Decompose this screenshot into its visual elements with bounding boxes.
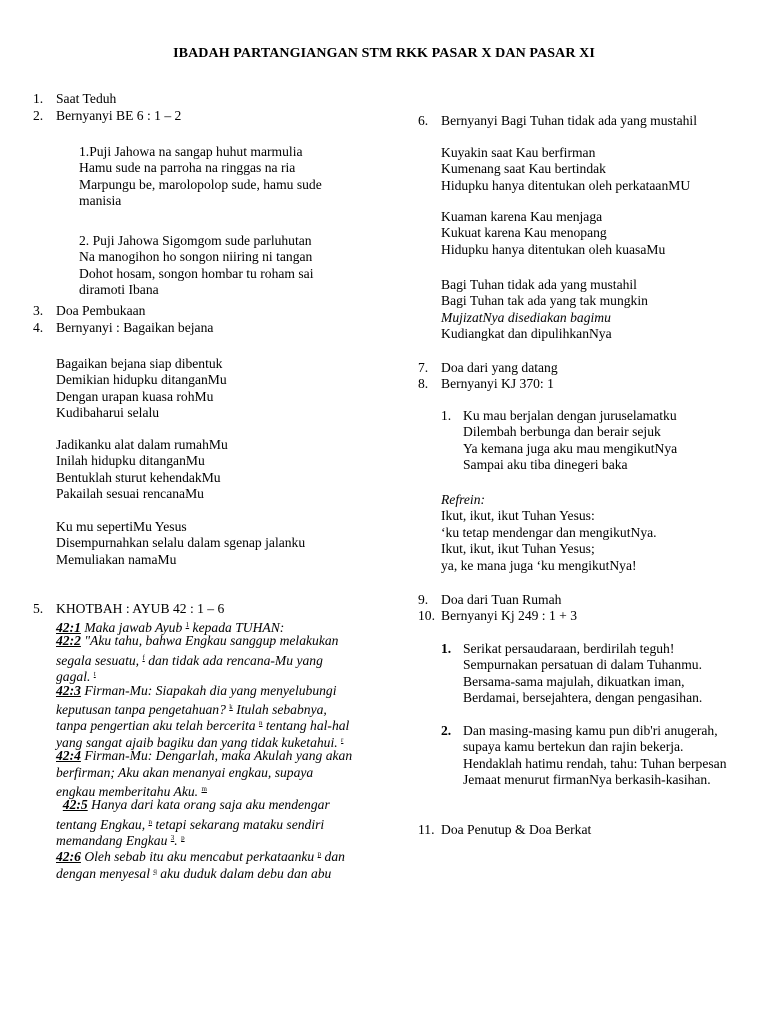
verse-text: tentang hal-hal [262, 718, 350, 734]
verse-text: kepada TUHAN: [189, 620, 285, 635]
lyric-line: Serikat persaudaraan, berdirilah teguh! [463, 641, 675, 656]
item-number: 5. [33, 601, 44, 616]
item-text: Doa Penutup & Doa Berkat [441, 822, 592, 837]
list-item-10 [418, 608, 578, 624]
item-number: 2. [33, 108, 44, 123]
item-text: Bernyanyi : Bagaikan bejana [56, 320, 214, 335]
list-item-11 [418, 822, 592, 838]
verse-line [56, 814, 352, 830]
item-text: Doa dari yang datang [441, 360, 558, 375]
mustahil-stanza-2 [441, 209, 665, 258]
lyric-line: Sampai aku tiba dinegeri baka [463, 457, 628, 473]
item-text: Doa dari Tuan Rumah [441, 592, 562, 607]
lyric-line: Kudibaharui selalu [56, 405, 160, 421]
verse-text: "Aku tahu, bahwa Engkau sanggup melakukan [80, 633, 339, 649]
lyric-line: Kukuat karena Kau menopang [441, 225, 607, 241]
item-text: Doa Pembukaan [56, 303, 146, 318]
footnote-link[interactable]: r [341, 735, 344, 744]
verse-text: tentang Engkau, [56, 816, 149, 832]
list-item-5 [33, 601, 225, 617]
refrein-label: Refrein: [441, 492, 486, 507]
footnote-link[interactable]: n [258, 719, 263, 728]
lyric-line: Ya kemana juga aku mau mengikutNya [463, 440, 678, 456]
lyric-line: Demikian hidupku ditanganMu [56, 372, 227, 388]
verse-line [56, 781, 352, 797]
verse-text: segala sesuatu, [56, 652, 143, 668]
footnote-link[interactable]: m [201, 784, 207, 793]
list-item-2 [33, 108, 182, 124]
lyric-line: Ku mau berjalan dengan juruselamatku [463, 408, 677, 423]
item-text: Saat Teduh [56, 91, 117, 106]
ayub-passage [56, 617, 352, 879]
lyric-line: Hidupku hanya ditentukan oleh perkataanMU [441, 177, 691, 193]
page-title: IBADAH PARTANGIANGAN STM RKK PASAR X DAN PASAR XI [173, 46, 595, 61]
lyric-line: Inilah hidupku ditanganMu [56, 453, 205, 469]
verse-line [56, 617, 352, 633]
list-item-1 [33, 91, 117, 107]
lyric-line: Memuliakan namaMu [56, 551, 177, 567]
verse-text: . [174, 833, 182, 849]
item-number: 6. [418, 113, 429, 128]
verse-text: tetapi sekarang mataku sendiri [152, 816, 325, 832]
lyric-line: Dilembah berbunga dan berair sejuk [463, 424, 661, 440]
bejana-stanza-2 [56, 437, 228, 503]
kj370-verse-1 [441, 408, 678, 474]
lyric-line: 2. Puji Jahowa Sigomgom sude parluhutan [79, 233, 312, 248]
verse-line [56, 830, 352, 849]
verse-text: tanpa pengertian aku telah bercerita [56, 718, 259, 734]
verse-ref: 42:1 [56, 620, 81, 635]
verse-line [56, 715, 352, 734]
verse-ref: 42:6 [56, 849, 81, 865]
list-item-9 [418, 592, 562, 608]
list-item-4 [33, 320, 214, 336]
lyric-line: Kudiangkat dan dipulihkanNya [441, 326, 612, 342]
item-text: KHOTBAH : AYUB 42 : 1 – 6 [56, 601, 225, 616]
lyric-line: Ku mu sepertiMu Yesus [56, 519, 187, 534]
footnote-link[interactable]: q [153, 866, 157, 875]
lyric-line: Kuaman karena Kau menjaga [441, 209, 603, 224]
verse-line [56, 732, 352, 748]
list-item-7 [418, 360, 558, 376]
verse-text: keputusan tanpa pengetahuan? [56, 701, 230, 717]
verse-text: aku duduk dalam debu dan abu [156, 865, 332, 881]
item-text: Bernyanyi KJ 370: 1 [441, 376, 554, 391]
verse-number: 1. [441, 641, 452, 656]
lyric-line: Disempurnahkan selalu dalam sgenap jalanku [56, 535, 306, 551]
verse-text: Firman-Mu: Dengarlah, maka Akulah yang akan [80, 748, 353, 764]
verse-text: Firman-Mu: Siapakah dia yang menyelubungi [80, 682, 337, 698]
verse-text: memandang Engkau [56, 833, 171, 849]
lyric-line: diramoti Ibana [79, 282, 159, 298]
refrein-block [441, 492, 657, 574]
lyric-line: manisia [79, 193, 122, 209]
verse-line [56, 699, 352, 715]
lyric-line: Kuyakin saat Kau berfirman [441, 145, 596, 160]
item-number: 9. [418, 592, 429, 607]
lyric-line: Sempurnakan persatuan di dalam Tuhanmu. [463, 657, 702, 673]
verse-text: Itulah sebabnya, [232, 701, 327, 717]
verse-line [56, 666, 352, 685]
lyric-line: Bagaikan bejana siap dibentuk [56, 356, 223, 371]
verse-line [56, 765, 352, 781]
item-number: 11. [418, 822, 435, 837]
lyric-line: Kumenang saat Kau bertindak [441, 161, 606, 177]
mustahil-stanza-1 [441, 145, 690, 194]
verse-ref: 42:2 [56, 633, 81, 649]
item-number: 7. [418, 360, 429, 375]
lyric-line: Jemaat menurut firmanNya berkasih-kasihan. [463, 772, 711, 788]
lyric-line: Hendaklah hatimu rendah, tahu: Tuhan berpesan [463, 755, 727, 771]
list-item-8 [418, 376, 554, 392]
footnote-link[interactable]: t [93, 670, 96, 679]
verse-text: yang sangat ajaib bagiku dan yang tidak kuketahui. [56, 734, 342, 750]
verse-ref: 42:5 [62, 797, 88, 813]
lyric-line: Berdamai, bersejahtera, dengan pengasihan. [463, 690, 703, 706]
verse-text: dengan menyesal [56, 865, 154, 881]
lyric-line: Bersama-sama majulah, dikuatkan iman, [463, 673, 685, 689]
lyric-line: Dohot hosam, songon hombar tu roham sai [79, 265, 314, 281]
item-number: 8. [418, 376, 429, 391]
verse-text: Hanya dari kata orang saja aku mendengar [87, 797, 330, 813]
lyric-line: Ikut, ikut, ikut Tuhan Yesus; [441, 541, 595, 557]
lyric-line: Jadikanku alat dalam rumahMu [56, 437, 228, 452]
lyric-line: Dengan urapan kuasa rohMu [56, 388, 214, 404]
lyric-line: Ikut, ikut, ikut Tuhan Yesus: [441, 508, 595, 524]
lyric-line: Dan masing-masing kamu pun dib'ri anugerah, [463, 723, 718, 738]
lyric-line: Na manogihon ho songon niiring ni tangan [79, 249, 313, 265]
verse-number: 2. [441, 723, 452, 738]
verse-line [56, 683, 352, 699]
be6-verse-1 [79, 144, 322, 210]
item-text: Bernyanyi Bagi Tuhan tidak ada yang mustahil [441, 113, 697, 128]
verse-ref: 42:3 [56, 682, 81, 698]
verse-ref: 42:4 [56, 748, 81, 764]
item-number: 1. [33, 91, 44, 106]
verse-line [56, 748, 352, 764]
footnote-link[interactable]: p [317, 850, 322, 859]
kj249-verse-2 [441, 723, 727, 789]
verse-text: dan [321, 849, 345, 865]
lyric-line: Bagi Tuhan tidak ada yang mustahil [441, 277, 637, 292]
verse-text: gagal. [56, 669, 94, 685]
verse-line [56, 797, 352, 813]
lyric-line: MujizatNya disediakan bagimu [441, 309, 611, 325]
verse-line [56, 633, 352, 649]
lyric-line: Bagi Tuhan tak ada yang tak mungkin [441, 293, 648, 309]
verse-text: dan tidak ada rencana-Mu yang [144, 652, 323, 668]
verse-line [56, 846, 352, 865]
lyric-line: Hidupku hanya ditentukan oleh kuasaMu [441, 241, 666, 257]
item-number: 10. [418, 608, 435, 623]
item-text: Bernyanyi BE 6 : 1 – 2 [56, 108, 182, 123]
verse-line [56, 650, 352, 666]
item-text: Bernyanyi Kj 249 : 1 + 3 [441, 608, 578, 623]
mustahil-stanza-3 [441, 277, 648, 343]
bejana-stanza-3 [56, 519, 305, 568]
lyric-line: 1.Puji Jahowa na sangap huhut marmulia [79, 144, 303, 159]
verse-line [56, 863, 352, 879]
verse-text: engkau memberitahu Aku. [56, 783, 202, 799]
verse-text: berfirman; Aku akan menanyai engkau, supaya [56, 764, 314, 780]
item-number: 3. [33, 303, 44, 318]
verse-text: Oleh sebab itu aku mencabut perkataanku [80, 849, 318, 865]
footnote-link[interactable]: 3 [170, 834, 175, 843]
kj249-verse-1 [441, 641, 703, 707]
verse-number: 1. [441, 408, 452, 423]
bejana-stanza-1 [56, 356, 227, 422]
be6-verse-2 [79, 233, 313, 299]
lyric-line: ‘ku tetap mendengar dan mengikutNya. [441, 524, 657, 540]
lyric-line: Marpungu be, marolopolop sude, hamu sude [79, 176, 322, 192]
footnote-link[interactable]: f [142, 653, 145, 662]
footnote-link[interactable]: 1 [185, 621, 190, 629]
lyric-line: supaya kamu bertekun dan rajin bekerja. [463, 739, 684, 755]
footnote-link[interactable]: n [148, 817, 152, 826]
lyric-line: Bentuklah sturut kehendakMu [56, 469, 221, 485]
lyric-line: ya, ke mana juga ‘ku mengikutNya! [441, 557, 637, 573]
footnote-link[interactable]: p [181, 834, 185, 843]
item-number: 4. [33, 320, 44, 335]
list-item-6 [418, 113, 697, 129]
lyric-line: Pakailah sesuai rencanaMu [56, 486, 204, 502]
verse-text: Maka jawab Ayub [80, 620, 186, 635]
list-item-3 [33, 303, 146, 319]
lyric-line: Hamu sude na parroha na ringgas na ria [79, 160, 296, 176]
footnote-link[interactable]: k [229, 702, 233, 711]
